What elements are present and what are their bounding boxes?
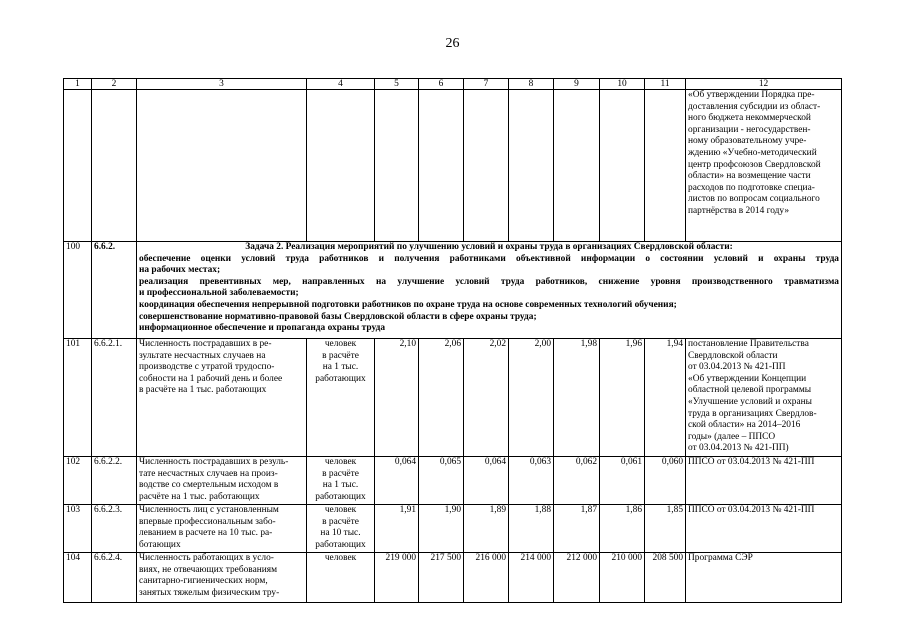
indicator-name-line: расчёте на 1 тыс. работающих <box>139 491 260 502</box>
column-header: 12 <box>686 79 842 90</box>
value-cell: 214 000 <box>509 553 554 603</box>
unit-line: на 1 тыс. <box>322 480 359 491</box>
value-cell: 1,89 <box>464 505 509 553</box>
indicator-name-line: зультате несчастных случаев на <box>139 350 266 361</box>
value-cell: 1,87 <box>554 505 600 553</box>
indicator-name-line: в расчёте на 1 тыс. работающих <box>139 385 267 396</box>
source-document-line: «Об утверждении Концепции <box>688 373 807 384</box>
column-header: 6 <box>419 79 464 90</box>
column-header: 8 <box>509 79 554 90</box>
task-code: 6.6.2. <box>92 242 137 339</box>
indicator-name-line: ботающих <box>139 539 181 550</box>
source-document-line: ППСО от 03.04.2013 № 421-ПП <box>688 457 815 467</box>
unit-cell <box>307 339 375 457</box>
column-header: 10 <box>600 79 645 90</box>
doc-text-line: партнёрства в 2014 году» <box>688 205 790 216</box>
unit-line: работающих <box>315 491 366 502</box>
indicator-name-line: леванием в расчете на 10 тыс. ра- <box>139 528 273 539</box>
unit-line: человек <box>324 505 357 515</box>
value-cell: 217 500 <box>419 553 464 603</box>
row-code: 6.6.2.3. <box>92 505 137 553</box>
value-cell: 216 000 <box>464 553 509 603</box>
unit-cell <box>307 553 375 603</box>
value-cell: 1,94 <box>645 339 686 457</box>
value-cell: 2,00 <box>509 339 554 457</box>
indicator-name-line: водстве со смертельным исходом в <box>139 480 279 491</box>
unit-line: на 10 тыс. <box>320 528 361 539</box>
indicator-name-line: занятых тяжелым физическим тру- <box>139 587 280 598</box>
indicator-name-line: собности на 1 рабочий день и более <box>139 373 283 384</box>
doc-text-line: области» на возмещение части <box>688 171 811 182</box>
task-text-line: и профессиональной заболеваемости; <box>139 288 299 299</box>
doc-text-line: центр профсоюзов Свердловской <box>688 159 821 170</box>
doc-text-line: ного бюджета некоммерческой <box>688 113 811 124</box>
source-document-line: ской области» на 2014–2016 <box>688 420 801 431</box>
unit-cell <box>307 457 375 505</box>
table-row <box>64 505 842 553</box>
doc-text-line: ному образовательному учре- <box>688 136 807 147</box>
row-number: 102 <box>64 457 92 505</box>
value-cell: 1,98 <box>554 339 600 457</box>
value-cell: 212 000 <box>554 553 600 603</box>
value-cell: 1,96 <box>600 339 645 457</box>
table-header-row <box>64 79 842 90</box>
task-text-line: на рабочих местах; <box>139 265 221 276</box>
source-document-line: постановление Правительства <box>688 339 809 349</box>
column-header: 4 <box>307 79 375 90</box>
column-header: 7 <box>464 79 509 90</box>
column-header: 5 <box>375 79 419 90</box>
row-number: 104 <box>64 553 92 603</box>
unit-line: на 1 тыс. <box>322 362 359 373</box>
source-document-line: Свердловской области <box>688 350 778 361</box>
row-code: 6.6.2.2. <box>92 457 137 505</box>
value-cell: 0,061 <box>600 457 645 505</box>
task-description <box>137 242 842 339</box>
value-cell: 210 000 <box>600 553 645 603</box>
source-document-line: труда в организациях Свердлов- <box>688 408 817 419</box>
value-cell: 1,86 <box>600 505 645 553</box>
value-cell: 2,06 <box>419 339 464 457</box>
source-document-line: ППСО от 03.04.2013 № 421-ПП <box>688 505 815 515</box>
column-header: 9 <box>554 79 600 90</box>
unit-line: в расчёте <box>322 350 359 361</box>
value-cell: 1,90 <box>419 505 464 553</box>
task-row <box>64 242 842 339</box>
value-cell: 208 500 <box>645 553 686 603</box>
unit-line: человек <box>324 457 357 467</box>
indicator-name-line: производстве с утратой трудоспо- <box>139 362 275 373</box>
indicator-name <box>137 339 307 457</box>
source-document-line: Программа СЭР <box>688 553 753 563</box>
source-document <box>686 553 842 603</box>
doc-text-line: «Об утверждении Порядка пре- <box>688 90 815 100</box>
value-cell: 0,063 <box>509 457 554 505</box>
source-document-line: от 03.04.2013 № 421-ПП <box>688 362 786 373</box>
source-document-line: от 03.04.2013 № 421-ПП) <box>688 443 789 454</box>
task-title: Задача 2. Реализация мероприятий по улучшению условий и охраны труда в организациях Свердловской области: <box>245 242 733 252</box>
source-document-line: областной целевой программы <box>688 385 812 396</box>
value-cell: 0,064 <box>375 457 419 505</box>
column-header: 11 <box>645 79 686 90</box>
indicator-name-line: Численность лиц с установленным <box>139 505 279 515</box>
doc-text-line: расходов по подготовке специа- <box>688 182 815 193</box>
row-number: 103 <box>64 505 92 553</box>
task-number: 100 <box>64 242 92 339</box>
indicator-name <box>137 505 307 553</box>
table-row-continuation <box>64 90 842 242</box>
unit-line: человек <box>324 553 357 563</box>
value-cell: 219 000 <box>375 553 419 603</box>
indicators-table <box>63 78 842 603</box>
task-text-line: информационное обеспечение и пропаганда охраны труда <box>139 323 386 334</box>
source-document <box>686 339 842 457</box>
value-cell: 2,10 <box>375 339 419 457</box>
source-document-line: «Улучшение условий и охраны <box>688 396 812 407</box>
unit-line: работающих <box>315 539 366 550</box>
indicator-name-line: виях, не отвечающих требованиям <box>139 564 278 575</box>
indicator-name-line: Численность работающих в усло- <box>139 553 274 563</box>
source-document <box>686 505 842 553</box>
doc-text-line: ждению «Учебно-методический <box>688 147 817 158</box>
value-cell: 1,88 <box>509 505 554 553</box>
column-header: 1 <box>64 79 92 90</box>
column-header: 2 <box>92 79 137 90</box>
indicator-name-line: тате несчастных случаев на произ- <box>139 468 278 479</box>
value-cell: 0,064 <box>464 457 509 505</box>
value-cell: 1,85 <box>645 505 686 553</box>
value-cell: 1,91 <box>375 505 419 553</box>
indicator-name-line: санитарно-гигиенических норм, <box>139 576 268 587</box>
indicator-name <box>137 457 307 505</box>
task-text-line: совершенствование нормативно-правовой базы Свердловской области в сфере охраны труда; <box>139 311 537 322</box>
indicator-name-line: впервые профессиональным забо- <box>139 516 276 527</box>
doc-text-line: доставления субсидии из област- <box>688 101 821 112</box>
task-text-line: координация обеспечения непрерывной подготовки работников по охране труда на основе современных технологий обучения; <box>139 299 677 310</box>
value-cell: 2,02 <box>464 339 509 457</box>
value-cell: 0,060 <box>645 457 686 505</box>
value-cell: 0,065 <box>419 457 464 505</box>
source-document-line: годы» (далее – ППСО <box>688 431 776 442</box>
unit-line: в расчёте <box>322 516 359 527</box>
indicator-name <box>137 553 307 603</box>
task-text-line: обеспечение оценки условий труда работников и получения работниками объективной информации о состоянии условий и охраны труда <box>139 253 839 264</box>
page-number: 26 <box>445 36 460 51</box>
table-row <box>64 339 842 457</box>
source-document <box>686 457 842 505</box>
row-code: 6.6.2.1. <box>92 339 137 457</box>
doc-text-line: организации - негосударствен- <box>688 124 811 135</box>
task-text-line: реализация превентивных мер, направленных на улучшение условий труда работников, снижение уровня производственного травматизма <box>139 276 839 287</box>
row-number: 101 <box>64 339 92 457</box>
indicator-name-line: Численность пострадавших в резуль- <box>139 457 289 467</box>
unit-line: в расчёте <box>322 468 359 479</box>
doc-text-line: листов по вопросам социального <box>688 194 820 205</box>
continuation-doc-cell <box>686 90 842 242</box>
table-row <box>64 457 842 505</box>
unit-line: человек <box>324 339 357 349</box>
unit-line: работающих <box>315 373 366 384</box>
column-header: 3 <box>137 79 307 90</box>
table-row <box>64 553 842 603</box>
unit-cell <box>307 505 375 553</box>
row-code: 6.6.2.4. <box>92 553 137 603</box>
value-cell: 0,062 <box>554 457 600 505</box>
indicator-name-line: Численность пострадавших в ре- <box>139 339 272 349</box>
